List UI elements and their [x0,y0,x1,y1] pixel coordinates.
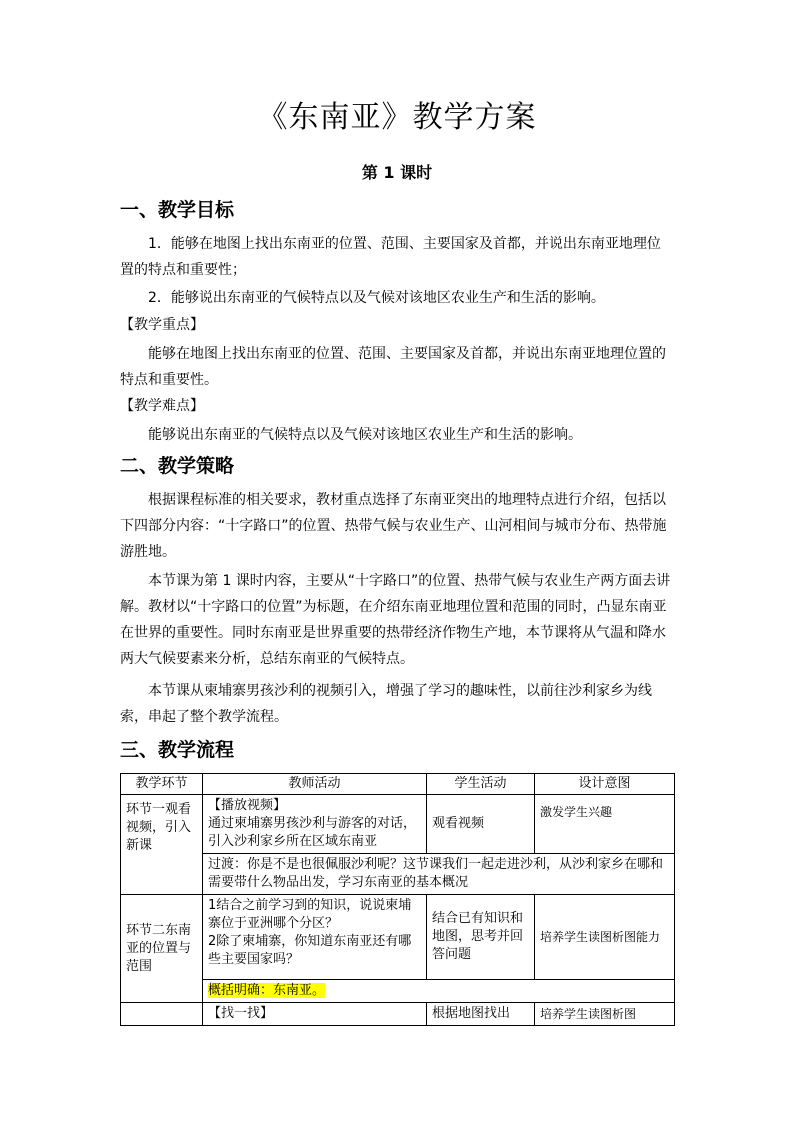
header-stage: 教学环节 [121,774,203,795]
table-row [121,980,675,1003]
stage-cell: 环节二东南亚的位置与范围 [121,895,203,1003]
intent-cell: 培养学生读图析图能力 [535,895,675,980]
teaching-flow-table [120,773,675,1026]
section-heading-flow: 三、教学流程 [120,739,235,761]
student-cell: 根据地图找出 [427,1003,535,1026]
teacher-cell [203,895,427,980]
student-cell: 结合已有知识和地图，思考并回答问题 [427,895,535,980]
header-student: 学生活动 [427,774,535,795]
teacher-cell: 【找一找】 [203,1003,427,1026]
goal-2: 2．能够说出东南亚的气候特点以及气候对该地区农业生产和生活的影响。 [148,290,605,306]
section-heading-strategy: 二、教学策略 [120,455,235,477]
difficulty-label: 【教学难点】 [120,398,204,414]
key-point-label: 【教学重点】 [120,317,204,333]
teacher-text: 通过柬埔寨男孩沙利与游客的对话，引入沙利家乡所在区域东南亚 [208,816,417,849]
header-intent: 设计意图 [535,774,675,795]
table-row [121,795,675,854]
strategy-paragraph-2: 本节课为第 1 课时内容，主要从“十字路口”的位置、热带气候与农业生产两方面去讲解。教材以“十字路口的位置”为标题，在介绍东南亚地理位置和范围的同时，凸显东南亚在世界的重要性。同时东南亚是世界重要的热带经济作物生产地，本节课将从气温和降水两大气候要素来分析，总结东南亚的气候特点。 [120,573,671,667]
table-row [121,854,675,895]
stage-cell: 环节一观看视频，引入新课 [121,795,203,895]
goal-1: 1．能够在地图上找出东南亚的位置、范围、主要国家及首都，并说出东南亚地理位置的特点和重要性； [120,236,661,278]
table-row [121,895,675,980]
section-heading-goals: 一、教学目标 [120,199,235,221]
transition-cell: 过渡：你是不是也很佩服沙利呢？这节课我们一起走进沙利，从沙利家乡在哪和需要带什么物品出发，学习东南亚的基本概况 [203,854,675,895]
student-cell: 观看视频 [427,795,535,854]
strategy-paragraph-3: 本节课从柬埔寨男孩沙利的视频引入，增强了学习的趣味性，以前往沙利家乡为线索，串起了整个教学流程。 [120,683,652,725]
teacher-tag: 【播放视频】 [208,798,287,813]
teacher-cell [203,795,427,854]
summary-cell [203,980,675,1003]
stage-cell-empty [121,1003,203,1026]
teacher-question-1: 1结合之前学习到的知识，说说柬埔寨位于亚洲哪个分区？ [208,898,412,931]
lesson-label: 第 1 课时 [361,163,433,182]
table-header-row [121,774,675,795]
teacher-question-2: 2除了柬埔寨，你知道东南亚还有哪些主要国家吗？ [208,934,412,967]
key-point-text: 能够在地图上找出东南亚的位置、范围、主要国家及首都，并说出东南亚地理位置的特点和重要性。 [120,346,666,388]
summary-highlight: 概括明确：东南亚。 [208,983,326,998]
document-title: 《东南亚》教学方案 [257,100,537,135]
header-teacher: 教师活动 [203,774,427,795]
table-row [121,1003,675,1026]
strategy-paragraph-1: 根据课程标准的相关要求，教材重点选择了东南亚突出的地理特点进行介绍，包括以下四部分内容：“十字路口”的位置、热带气候与农业生产、山河相间与城市分布、热带施游胜地。 [120,492,667,560]
difficulty-text: 能够说出东南亚的气候特点以及气候对该地区农业生产和生活的影响。 [148,427,582,443]
intent-cell: 培养学生读图析图 [535,1003,675,1026]
intent-cell: 激发学生兴趣 [535,795,675,854]
